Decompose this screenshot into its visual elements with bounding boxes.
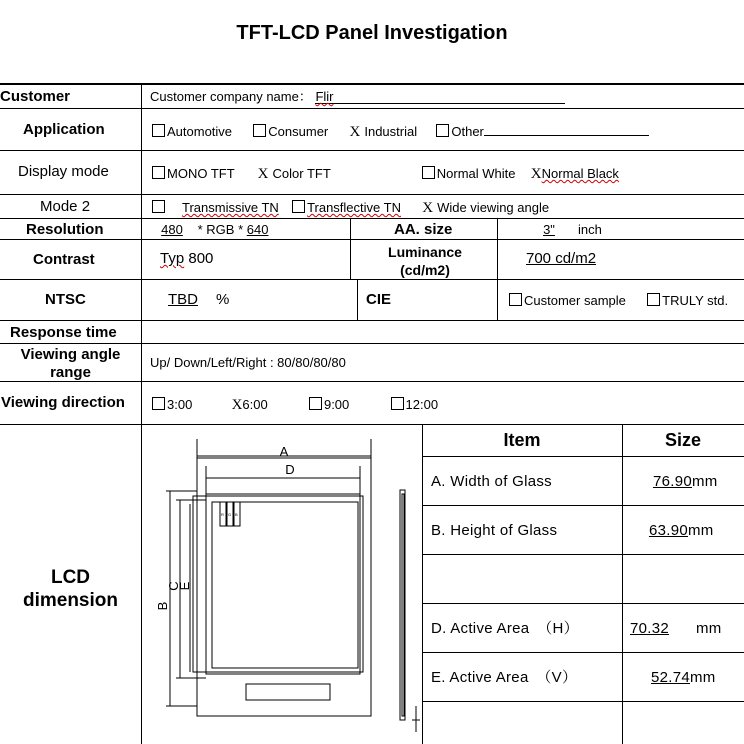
col-divider (350, 218, 351, 279)
resolution-width[interactable]: 480 (161, 222, 183, 237)
drawing-letter-a: A (279, 444, 289, 459)
lcd-dimension-label-line2: dimension (22, 590, 118, 611)
cie-label: CIE (366, 291, 392, 308)
glass-outline (197, 458, 371, 716)
dim-table-row (422, 652, 744, 653)
dim-size-d-value[interactable]: 70.32 (630, 620, 670, 637)
dim-table-row (422, 456, 744, 457)
lcd-dimension-label (0, 566, 141, 612)
row-divider (0, 150, 744, 151)
option-other: Other (451, 124, 484, 139)
luminance-label (360, 243, 490, 279)
other-blank-line[interactable] (484, 123, 649, 136)
svg-text:G: G (228, 512, 232, 517)
viewing-direction-label: Viewing direction (1, 394, 125, 411)
resolution-value (150, 223, 305, 236)
checked-mark[interactable]: X (530, 166, 542, 182)
drawing-letter-b: B (155, 601, 170, 611)
ntsc-unit: % (216, 291, 230, 308)
checked-mark[interactable]: X (231, 397, 243, 413)
contrast-number[interactable]: 800 (188, 250, 214, 267)
option-customer-sample: Customer sample (524, 293, 626, 308)
mode2-options (152, 200, 549, 216)
checked-mark[interactable]: X (422, 200, 434, 216)
resolution-rgb: * RGB * (197, 222, 244, 237)
option-color-tft: Color TFT (272, 166, 331, 181)
aa-size-number[interactable]: 3" (543, 222, 555, 237)
checked-mark[interactable]: X (349, 124, 361, 140)
checkbox[interactable] (391, 397, 404, 410)
aa-size-unit: inch (578, 222, 602, 237)
dim-item-a: A. Width of Glass (431, 473, 552, 490)
dim-item-b: B. Height of Glass (431, 522, 558, 539)
checkbox[interactable] (647, 293, 660, 306)
row-divider (0, 320, 744, 321)
dim-item-d: D. Active Area （H） (431, 620, 579, 637)
dim-size-a-value[interactable]: 76.90 (652, 473, 692, 490)
customer-field-value[interactable]: Flir (315, 90, 565, 104)
viewing-angle-value[interactable]: Up/ Down/Left/Right : 80/80/80/80 (150, 355, 346, 370)
contrast-typ: Typ (160, 250, 185, 267)
dim-size-a-unit: mm (692, 473, 718, 490)
drawing-letter-d: D (285, 462, 295, 477)
row-divider (0, 279, 744, 280)
col-divider (497, 218, 498, 320)
dim-size-b (630, 523, 714, 538)
row-divider (0, 194, 744, 195)
aa-size-label: AA. size (394, 221, 453, 238)
dim-table-header-item: Item (503, 430, 541, 450)
display-mode-options (152, 166, 619, 182)
option-transmissive-tn: Transmissive TN (182, 200, 279, 215)
contrast-value (160, 251, 213, 266)
checkbox[interactable] (152, 124, 165, 137)
col-divider (357, 279, 358, 320)
dim-item-e: E. Active Area （V） (431, 669, 578, 686)
option-normal-white: Normal White (436, 166, 516, 181)
lcd-dimension-drawing (150, 436, 420, 744)
luminance-label-line1: Luminance (388, 244, 462, 260)
display-mode-label: Display mode (18, 163, 109, 180)
row-divider (0, 424, 744, 425)
checkbox[interactable] (152, 200, 165, 213)
checkbox[interactable] (422, 166, 435, 179)
viewing-angle-label-line2: range (50, 364, 91, 381)
option-3-00: 3:00 (167, 397, 193, 412)
ntsc-label: NTSC (45, 291, 86, 308)
application-label: Application (23, 121, 105, 138)
svg-text:R: R (221, 512, 224, 517)
dim-table-header-size: Size (664, 430, 702, 450)
option-consumer: Consumer (268, 124, 329, 139)
option-industrial: Industrial (364, 124, 418, 139)
dim-size-b-unit: mm (688, 522, 714, 539)
luminance-label-line2: (cd/m2) (400, 262, 450, 278)
customer-label: Customer (0, 88, 71, 105)
application-options (152, 123, 649, 140)
option-truly-std: TRULY std. (662, 293, 729, 308)
panel-outline (193, 496, 363, 672)
contrast-label: Contrast (33, 251, 95, 268)
luminance-value[interactable]: 700 cd/m2 (526, 250, 597, 267)
dim-size-d-unit: mm (696, 620, 722, 637)
dim-size-e (630, 670, 716, 685)
row-divider (0, 239, 744, 240)
option-9-00: 9:00 (323, 397, 350, 412)
option-6-00: 6:00 (242, 397, 268, 412)
viewing-angle-label (0, 346, 141, 382)
option-normal-black: Normal Black (541, 166, 619, 181)
checkbox[interactable] (436, 124, 449, 137)
viewing-direction-options (152, 397, 438, 413)
customer-field (150, 90, 565, 104)
response-time-label: Response time (10, 324, 117, 341)
drawing-letter-c: C (166, 581, 181, 591)
page-title: TFT-LCD Panel Investigation (236, 22, 508, 44)
lcd-dimension-label-line1: LCD (50, 567, 91, 588)
svg-text:B: B (235, 512, 238, 517)
option-automotive: Automotive (167, 124, 233, 139)
ntsc-value (150, 292, 229, 307)
dim-table-row (422, 701, 744, 702)
checkbox[interactable] (152, 166, 165, 179)
dim-size-e-unit: mm (690, 669, 716, 686)
drawing-letter-e: E (177, 581, 192, 591)
option-transflective-tn: Transflective TN (307, 200, 401, 215)
dim-size-a (630, 474, 718, 489)
checkbox[interactable] (253, 124, 266, 137)
option-mono-tft: MONO TFT (167, 166, 235, 181)
option-wide-viewing-angle: Wide viewing angle (437, 200, 550, 215)
table-top-border (0, 83, 744, 85)
cie-options (509, 293, 728, 307)
checkbox[interactable] (292, 200, 305, 213)
resolution-height[interactable]: 640 (246, 222, 269, 237)
checked-mark[interactable]: X (257, 166, 269, 182)
checkbox[interactable] (309, 397, 322, 410)
label-column-border (141, 84, 142, 744)
dim-table-row (422, 505, 744, 506)
ntsc-number[interactable]: TBD (168, 291, 198, 308)
customer-field-label: Customer company name： (150, 89, 312, 104)
dim-size-e-value[interactable]: 52.74 (650, 669, 690, 686)
dim-table-left-border (422, 424, 423, 744)
checkbox[interactable] (509, 293, 522, 306)
row-divider (0, 108, 744, 109)
dim-size-d (630, 621, 722, 636)
resolution-label: Resolution (26, 221, 104, 238)
fpc-connector (246, 684, 330, 700)
option-12-00: 12:00 (405, 397, 439, 412)
dim-table-mid-border (622, 424, 623, 744)
mode2-label: Mode 2 (40, 198, 91, 215)
active-area (212, 502, 358, 668)
dim-table-row (422, 603, 744, 604)
viewing-angle-label-line1: Viewing angle (20, 346, 121, 363)
aa-size-value (520, 223, 602, 236)
row-divider (0, 218, 744, 219)
row-divider (0, 343, 744, 344)
checkbox[interactable] (152, 397, 165, 410)
dim-size-b-value[interactable]: 63.90 (648, 522, 688, 539)
dim-table-row (422, 554, 744, 555)
